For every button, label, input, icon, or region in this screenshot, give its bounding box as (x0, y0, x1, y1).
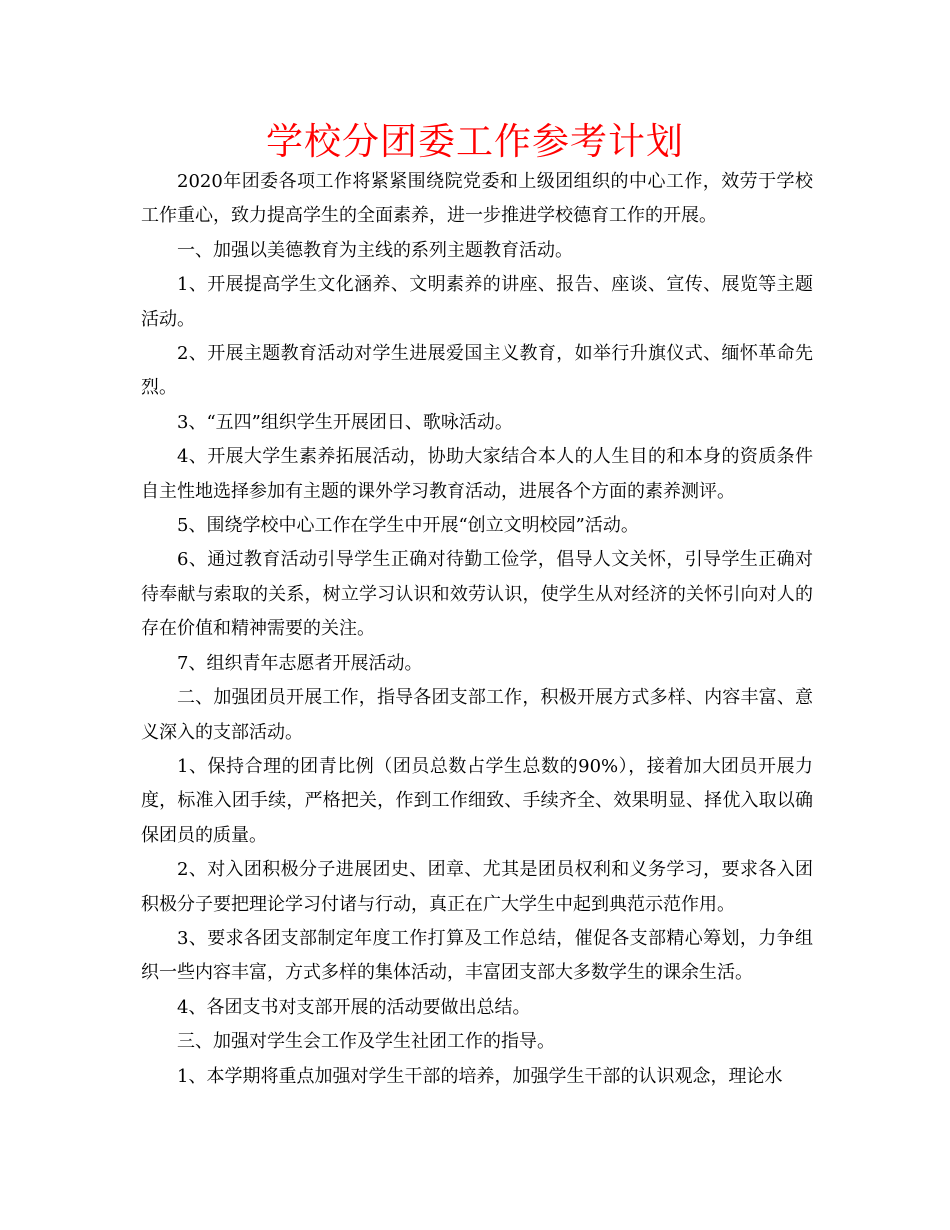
paragraph: 6、通过教育活动引导学生正确对待勤工俭学，倡导人文关怀，引导学生正确对待奉献与索取的关系，树立学习认识和效劳认识，使学生从对经济的关怀引向对人的存在价值和精神需要的关注。 (141, 549, 813, 640)
section-heading: 二、加强团员开展工作，指导各团支部工作，积极开展方式多样、内容丰富、意义深入的支部活动。 (141, 687, 813, 743)
document-title: 学校分团委工作参考计划 (266, 120, 684, 163)
paragraph: 1、本学期将重点加强对学生干部的培养，加强学生干部的认识观念，理论水 (177, 1065, 783, 1087)
paragraph: 5、围绕学校中心工作在学生中开展“创立文明校园”活动。 (177, 515, 639, 537)
paragraph: 1、保持合理的团青比例（团员总数占学生总数的90%），接着加大团员开展力度，标准入团手续，严格把关，作到工作细致、手续齐全、效果明显、择优入取以确保团员的质量。 (141, 755, 813, 846)
paragraph: 4、各团支书对支部开展的活动要做出总结。 (177, 996, 531, 1018)
paragraph: 1、开展提高学生文化涵养、文明素养的讲座、报告、座谈、宣传、展览等主题活动。 (141, 274, 813, 330)
paragraph: 7、组织青年志愿者开展活动。 (177, 652, 423, 674)
paragraph: 4、开展大学生素养拓展活动，协助大家结合本人的人生目的和本身的资质条件自主性地选择参加有主题的课外学习教育活动，进展各个方面的素养测评。 (141, 446, 813, 502)
paragraph: 3、“五四”组织学生开展团日、歌咏活动。 (177, 411, 513, 433)
document-body (141, 165, 813, 1094)
paragraph: 2、开展主题教育活动对学生进展爱国主义教育，如举行升旗仪式、缅怀革命先烈。 (141, 343, 813, 399)
section-heading: 三、加强对学生会工作及学生社团工作的指导。 (177, 1031, 555, 1053)
section-heading: 一、加强以美德教育为主线的系列主题教育活动。 (177, 239, 573, 261)
paragraph: 3、要求各团支部制定年度工作打算及工作总结，催促各支部精心筹划，力争组织一些内容丰富，方式多样的集体活动，丰富团支部大多数学生的课余生活。 (141, 927, 813, 984)
paragraph: 2、对入团积极分子进展团史、团章、尤其是团员权利和义务学习，要求各入团积极分子要把理论学习付诸与行动，真正在广大学生中起到典范示范作用。 (141, 859, 813, 915)
paragraph: 2020年团委各项工作将紧紧围绕院党委和上级团组织的中心工作，效劳于学校工作重心，致力提高学生的全面素养，进一步推进学校德育工作的开展。 (141, 171, 813, 227)
